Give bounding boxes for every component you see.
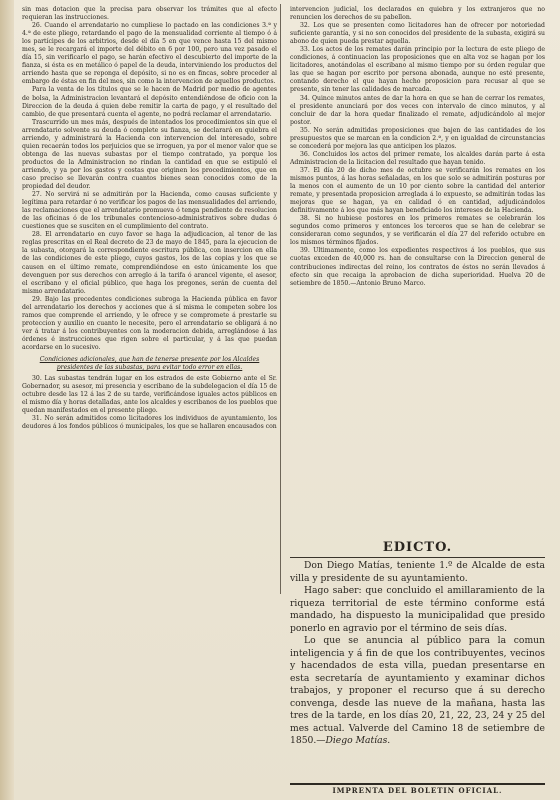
paragraph: sin mas dotacion que la precisa para observar los trámites que al efecto requieran las instrucciones.	[22, 6, 277, 22]
footer-rule	[290, 783, 545, 785]
edict-paragraph	[290, 635, 545, 748]
paragraph: 38. Si no hubiese postores en los primeros remates se celebrarán los segundos como primeros y entonces los terceros que se han de celebrar se consideraran como segundos, y se verificarán el día 27 del referido octubre en los mismos términos fijados.	[290, 215, 545, 247]
edict-signature: Diego Matías.	[325, 735, 391, 746]
edict-section	[290, 540, 545, 748]
paragraph: 33. Los actos de los remates darán principio por la lectura de este pliego de condiciones, á continuacion las proposiciones que en alta voz se hagan por los licitadores, anotándolas el escribano al mismo tiempo por su órden regular que las que se hagan por escrito por persona abonada, aunque no esté presente, contando derecho el que hayan hecho proposicion para recusar al que se presente, sin tener las calidades de marcada.	[290, 46, 545, 94]
left-column	[22, 6, 277, 431]
paragraph: 30. Las subastas tendrán lugar en los estrados de este Gobierno ante el Sr. Gobernador, su asesor, mi presencia y escribano de la subdelegacion el día 15 de octubre desde las 12 á las 2 de su tarde, verificándose iguales actos públicos en el mismo día y horas detalladas, ante los alcaldes y escribanos de los pueblos que quedan manifestados en el presente pliego.	[22, 375, 277, 415]
page-binding-edge	[0, 0, 14, 800]
paragraph: Para la venta de los títulos que se le hacen de Madrid por medio de agentes de bolsa, la Administracion levantará el depósito entendiéndose de oficio con la Direccion de la deuda á quien debe remitir la carta de pago, y el resultado del cambio, de que presentará cuenta el agente, no podrá reclamar el arrendatario.	[22, 86, 277, 118]
right-column	[290, 6, 545, 288]
edict-text: Lo que se anuncia al público para la comun inteligencia y á fin de que los contribuyentes, vecinos y hacendados de esta villa, puedan presentarse en esta secretaría de ayuntamiento y examinar dichos trabajos, y proponer el recurso que á su derecho convenga, desde las nueve de la mañana, hasta las tres de la tarde, en los días 20, 21, 22, 23, 24 y 25 del mes actual. Valverde del Camino 18 de setiembre de 1850.—	[290, 635, 545, 746]
edict-title: EDICTO.	[290, 540, 545, 558]
additional-conditions-heading: Condiciones adicionales, que han de tenerse presente por los Alcaldes presidentes de las subastas, para evitar todo error en ellas.	[39, 356, 260, 372]
paragraph: 29. Bajo las precedentes condiciones subroga la Hacienda pública en favor del arrendatario los derechos y acciones que á sí misma le competen sobre los ramos que comprende el arriendo, y le ofrece y se compromete á prestarle su proteccion y auxilio en cuanto le necesite, pero el arrendatario se obligará á no ver á tratar á los contribuyentes con la moderacion debida, arreglándose á las órdenes é instrucciones que rigen sobre el particular, y á las que puedan acordarse en lo sucesivo.	[22, 295, 277, 351]
paragraph: Trascurrido un mes más, después de intentados los procedimientos sin que el arrendatario solvente su deuda ó complete su fianza, se declarará en quiebra el arriendo, y administrará la Hacienda con intervencion del interesado, sobre quien recaerán todos los perjuicios que se irroguen, ya por el menor valor que se obtenga de las nuevas subastas por el tiempo contratado, ya porque los productos de la Administracion no rindan la cantidad en que se estipuló el arriendo, y ya por los gastos y costas que originen los procedimientos, que en caso preciso se llevarán contra cuantos bienes sean conocidos como de la propiedad del deudor.	[22, 118, 277, 191]
paragraph: 34. Quince minutos antes de dar la hora en que se han de cerrar los remates, el presidente anunciará por dos veces con intervalo de cinco minutos, y al concluir de dar la hora quedar finalizado el remate, adjudicándolo al mejor postor.	[290, 94, 545, 126]
edict-paragraph: Hago saber: que concluido el amillaramiento de la riqueza territorial de este término conforme está mandado, ha dispuesto la municipalidad que presido ponerlo en agravio por el término de seis días.	[290, 585, 545, 634]
paragraph: 35. No serán admitidas proposiciones que bajen de las cantidades de los presupuestos que se marcan en la condicion 2.ª, y en igualdad de circunstancias se concederá por mejora las que anticipen los plazos.	[290, 126, 545, 150]
paragraph: 28. El arrendatario en cuyo favor se haga la adjudicacion, al tenor de las reglas prescritas en el Real decreto de 23 de mayo de 1845, para la ejecucion de la subasta, otorgará la correspondiente escritura pública, con insercion en ella de las condiciones de este pliego, cuyos gastos, los de las copias y los que se causen en el último remate, comprendiéndose en esto únicamente los que devenguen por sus derechos con arreglo á la tarifa ó arancel vigente, el asesor, el escribano y el oficial público, que haga los pregones, serán de cuenta del mismo arrendatario.	[22, 231, 277, 295]
paragraph: 26. Cuando el arrendatario no cumpliese lo pactado en las condiciones 3.ª y 4.ª de este pliego, retardando el pago de la mensualidad corriente al tiempo ó á los partícipes de los arbitrios, desde el día 5 en que vence hasta 15 del mismo mes, se le recargará el importe del débito en 6 por 100, pero una vez pasado el día 15, sin verificarlo el pago, se harán efectivo el descubierto del importe de la fianza, si ésta es en metálico ó papel de la deuda, interviniendo los productos del arriendo hasta que se reponga el depósito, si no es en fincas, sobre proceder al embargo de éstas en fin del mes, sin como la intervencion de aquellos productos.	[22, 22, 277, 86]
edict-paragraph: Don Diego Matías, teniente 1.º de Alcalde de esta villa y presidente de su ayuntamiento.	[290, 560, 545, 584]
paragraph: 27. No servirá ni se admitirán por la Hacienda, como causas suficiente y legítima para retardar ó no verificar los pagos de las mensualidades del arriendo, las reclamaciones que el arrendatario promueva ó tenga pendiente de resolucion de las oficinas ó de los tribunales contencioso-administrativos sobre dudas ó cuestiones que se susciten en el cumplimiento del contrato.	[22, 191, 277, 231]
paragraph: intervencion judicial, los declarados en quiebra y los extranjeros que no renuncien los derechos de su pabellon.	[290, 6, 545, 22]
paragraph: 32. Los que se presenten como licitadores han de ofrecer por notoriedad suficiente garantía, y si no son conocidos del presidente de la subasta, exigirá su abono de quien pueda prestar aquella.	[290, 22, 545, 46]
printer-footer: IMPRENTA DEL BOLETIN OFICIAL.	[332, 786, 503, 795]
paragraph: 39. Ultimamente, como los expedientes respectivos á los pueblos, que sus cuotas exceden de 40,000 rs. han de consultarse con la Direccion general de contribuciones indirectas del reino, los contratos de éstos no serán llevados á efecto sin que recaiga la aprobacion de dicha superioridad. Huelva 20 de setiembre de 1850.—Antonio Bruno Marco.	[290, 247, 545, 287]
paragraph: 31. No serán admitidos como licitadores los individuos de ayuntamiento, los deudores á los fondos públicos ó municipales, los que se hallaren encausados con	[22, 415, 277, 431]
column-divider	[280, 4, 281, 594]
edict-body	[290, 560, 545, 748]
paragraph: 36. Concluidos los actos del primer remate, los alcaldes darán parte á esta Administracion de la licitacion del resultado que hayan tenido.	[290, 150, 545, 166]
paragraph: 37. El día 20 de dicho mes de octubre se verificarán los remates en los mismos puntos, á las horas señaladas, en los que solo se admitirán posturas por la menos con el aumento de un 10 por ciento sobre la cantidad del anterior remate, y presentada proposicion arreglada á lo expuesto, se admitirán todas las mejoras que se hagan, ya en calidad ó en cantidad, adjudicándolos definitivamente á los que más hayan beneficiado los intereses de la Hacienda.	[290, 166, 545, 215]
